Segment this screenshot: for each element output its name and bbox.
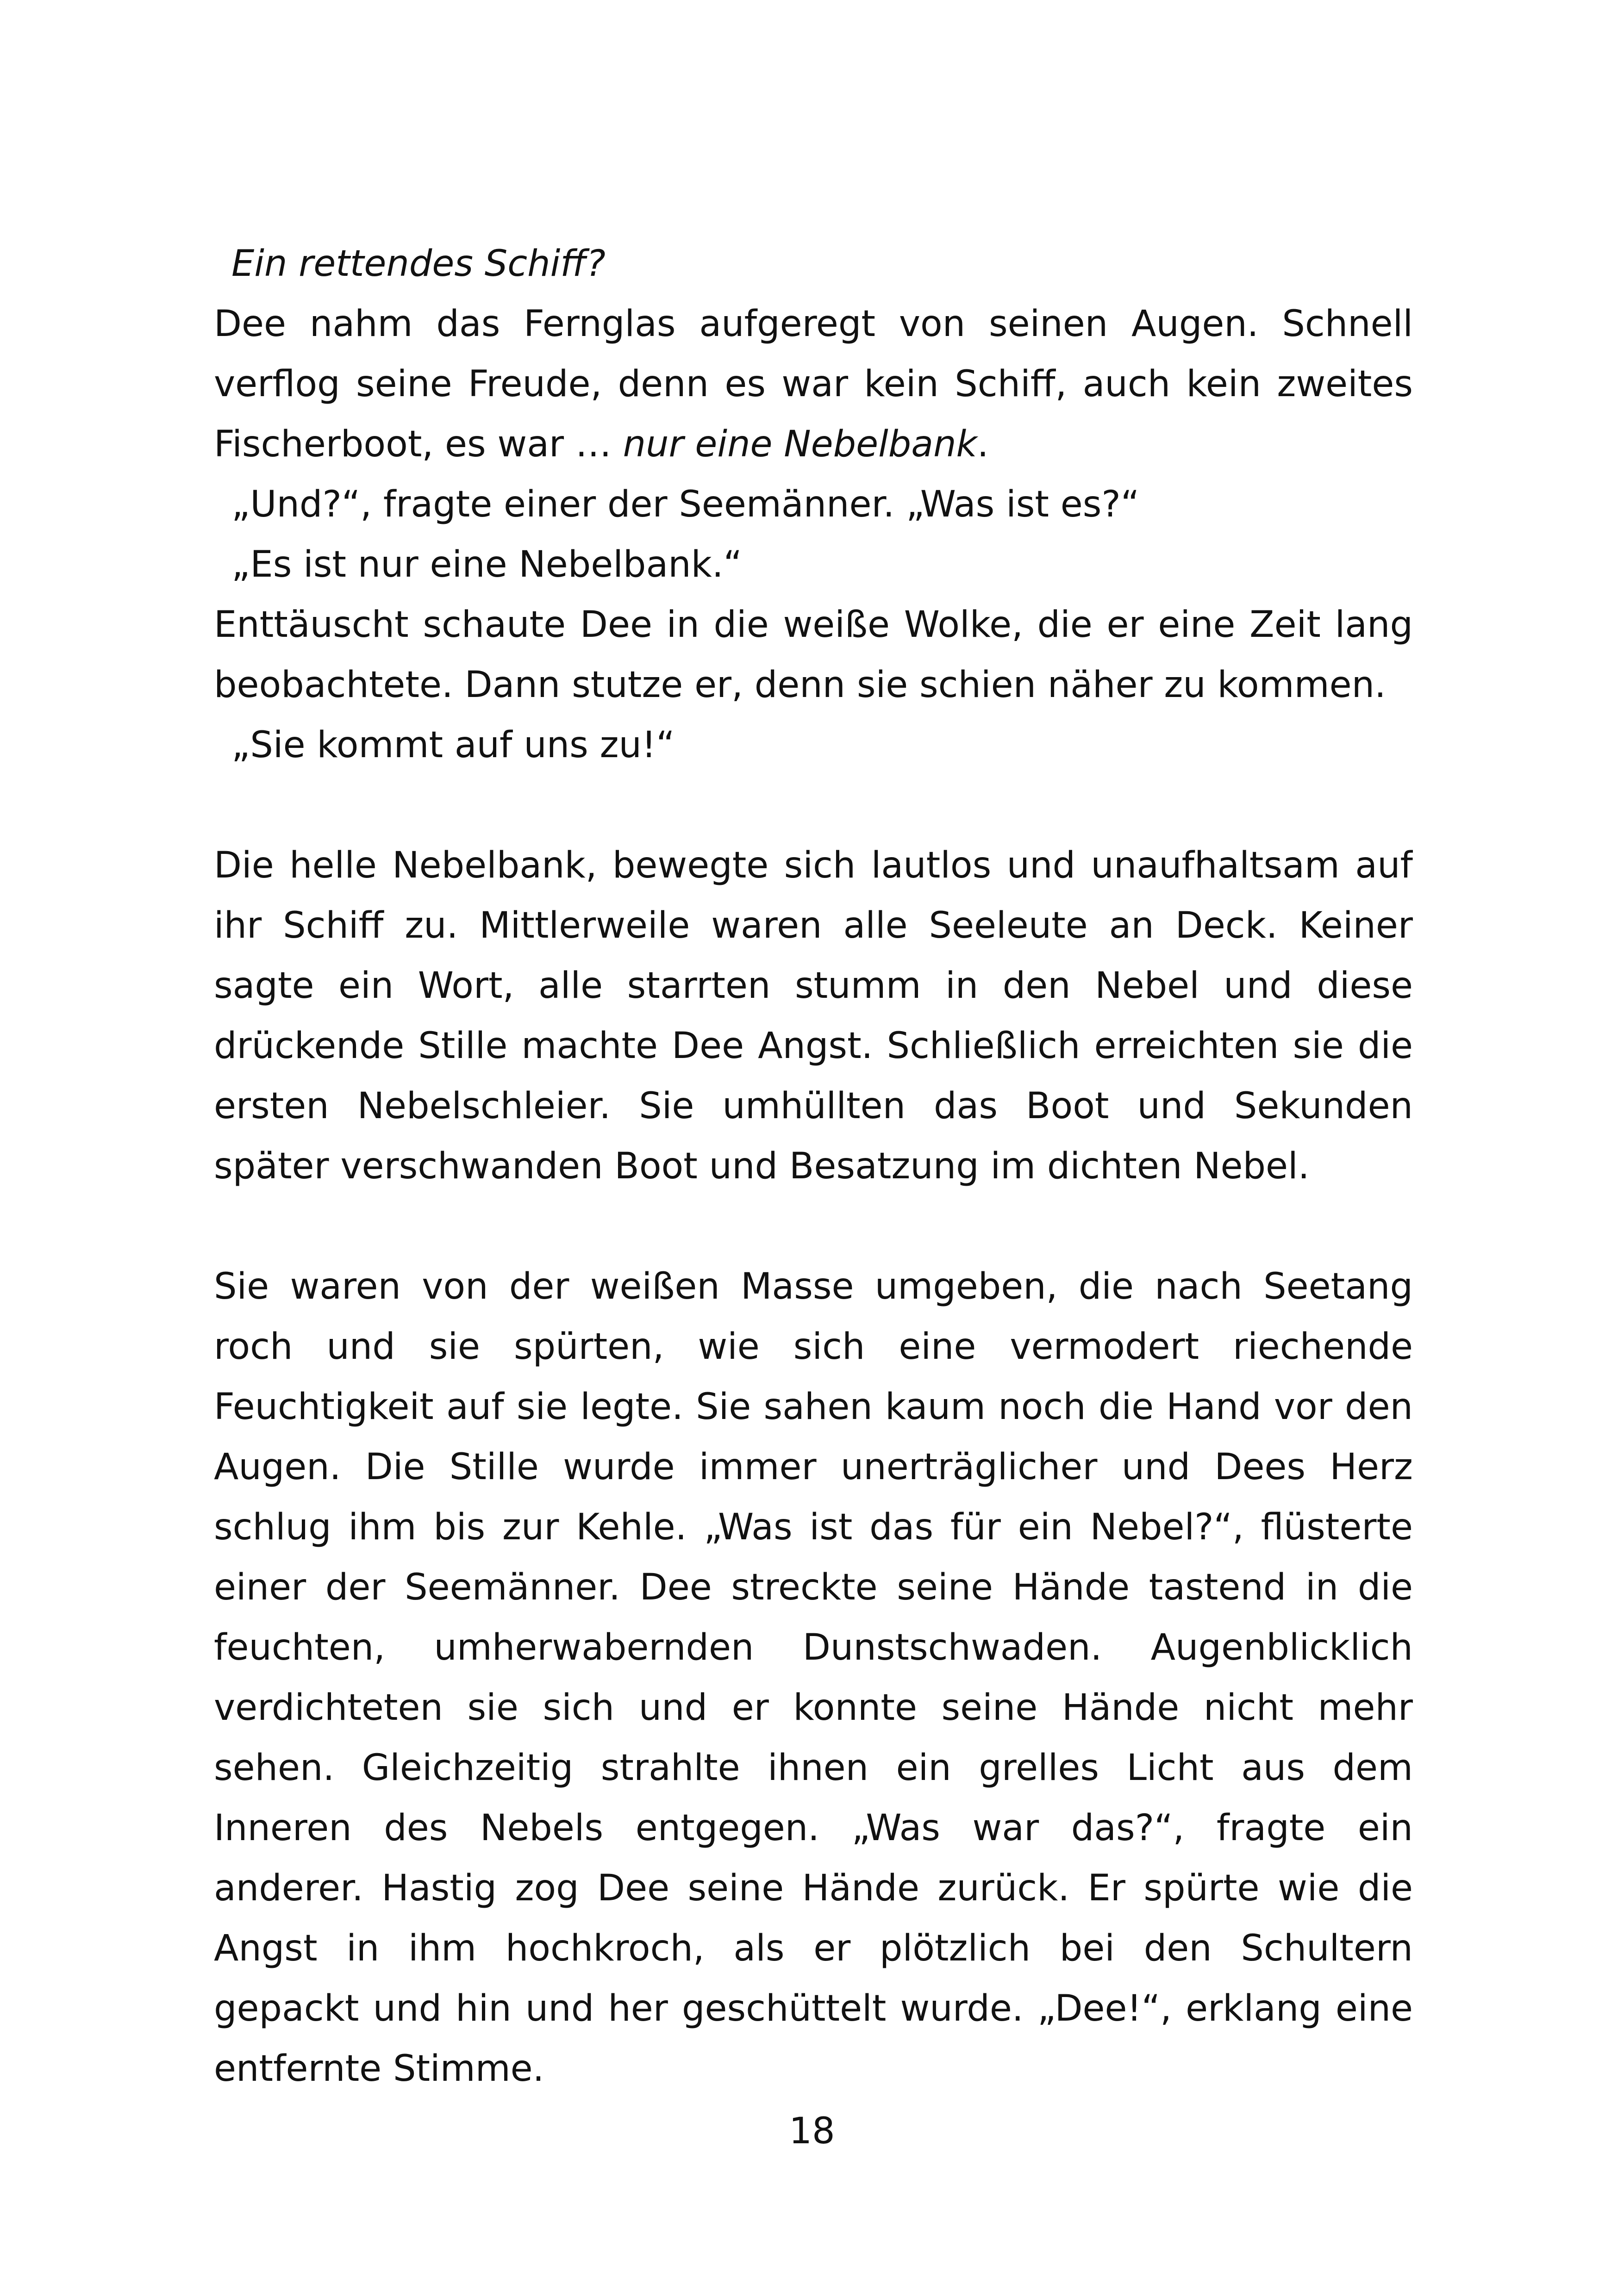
paragraph-4-line: schlug ihm bis zur Kehle. „Was ist das für ein Nebel?“, flüsterte (214, 1506, 1413, 1548)
paragraph-1-line-3-end: . (977, 423, 989, 465)
dialogue-line-1: „Und?“, fragte einer der Seemänner. „Was ist es?“ (231, 484, 1140, 525)
paragraph-4-line: gepackt und hin und her geschüttelt wurde. „Dee!“, erklang eine (214, 1988, 1413, 2029)
paragraph-4-line: Augen. Die Stille wurde immer unerträglicher und Dees Herz (214, 1446, 1413, 1488)
paragraph-gap (214, 1196, 1413, 1257)
paragraph-1-line-1: Dee nahm das Fernglas aufgeregt von seinen Augen. Schnell (214, 303, 1413, 345)
paragraph-4-line: entfernte Stimme. (214, 2048, 544, 2090)
section-heading: Ein rettendes Schiff? (231, 243, 606, 285)
paragraph-4-line: Sie waren von der weißen Masse umgeben, die nach Seetang (214, 1266, 1413, 1307)
paragraph-4-line: sehen. Gleichzeitig strahlte ihnen ein grelles Licht aus dem (214, 1747, 1413, 1789)
body-text (214, 234, 1413, 2099)
dialogue-line-2: „Es ist nur eine Nebelbank.“ (231, 544, 743, 585)
paragraph-4-line: Inneren des Nebels entgegen. „Was war das?“, fragte ein (214, 1807, 1413, 1849)
paragraph-3-line: sagte ein Wort, alle starrten stumm in den Nebel und diese (214, 965, 1413, 1007)
paragraph-2-line-1: Enttäuscht schaute Dee in die weiße Wolke, die er eine Zeit lang (214, 604, 1413, 646)
paragraph-1-line-3-start: Fischerboot, es war … (214, 423, 623, 465)
paragraph-1-line-3 (214, 414, 1413, 474)
paragraph-4-line: anderer. Hastig zog Dee seine Hände zurück. Er spürte wie die (214, 1867, 1413, 1909)
paragraph-gap (214, 775, 1413, 835)
paragraph-3-line: ersten Nebelschleier. Sie umhüllten das Boot und Sekunden (214, 1085, 1413, 1127)
paragraph-4-line: verdichteten sie sich und er konnte seine Hände nicht mehr (214, 1687, 1413, 1729)
paragraph-4-line: Angst in ihm hochkroch, als er plötzlich bei den Schultern (214, 1928, 1413, 1969)
paragraph-3-line: ihr Schiff zu. Mittlerweile waren alle Seeleute an Deck. Keiner (214, 905, 1413, 946)
paragraph-4-line: roch und sie spürten, wie sich eine vermodert riechende (214, 1326, 1413, 1368)
paragraph-1-line-3-italic: nur eine Nebelbank (623, 423, 977, 465)
page-number: 18 (789, 2110, 835, 2152)
paragraph-4-line: Feuchtigkeit auf sie legte. Sie sahen kaum noch die Hand vor den (214, 1386, 1413, 1428)
dialogue-line-3: „Sie kommt auf uns zu!“ (231, 724, 675, 766)
paragraph-4-line: einer der Seemänner. Dee streckte seine Hände tastend in die (214, 1567, 1413, 1608)
paragraph-4-line: feuchten, umherwabernden Dunstschwaden. Augenblicklich (214, 1627, 1413, 1668)
paragraph-3-line: drückende Stille machte Dee Angst. Schließlich erreichten sie die (214, 1025, 1413, 1067)
paragraph-1-line-2: verflog seine Freude, denn es war kein Schiff, auch kein zweites (214, 363, 1413, 405)
paragraph-3-line: Die helle Nebelbank, bewegte sich lautlos und unaufhaltsam auf (214, 845, 1413, 886)
paragraph-2-line-2: beobachtete. Dann stutze er, denn sie schien näher zu kommen. (214, 664, 1386, 706)
paragraph-3-line: später verschwanden Boot und Besatzung im dichten Nebel. (214, 1145, 1310, 1187)
